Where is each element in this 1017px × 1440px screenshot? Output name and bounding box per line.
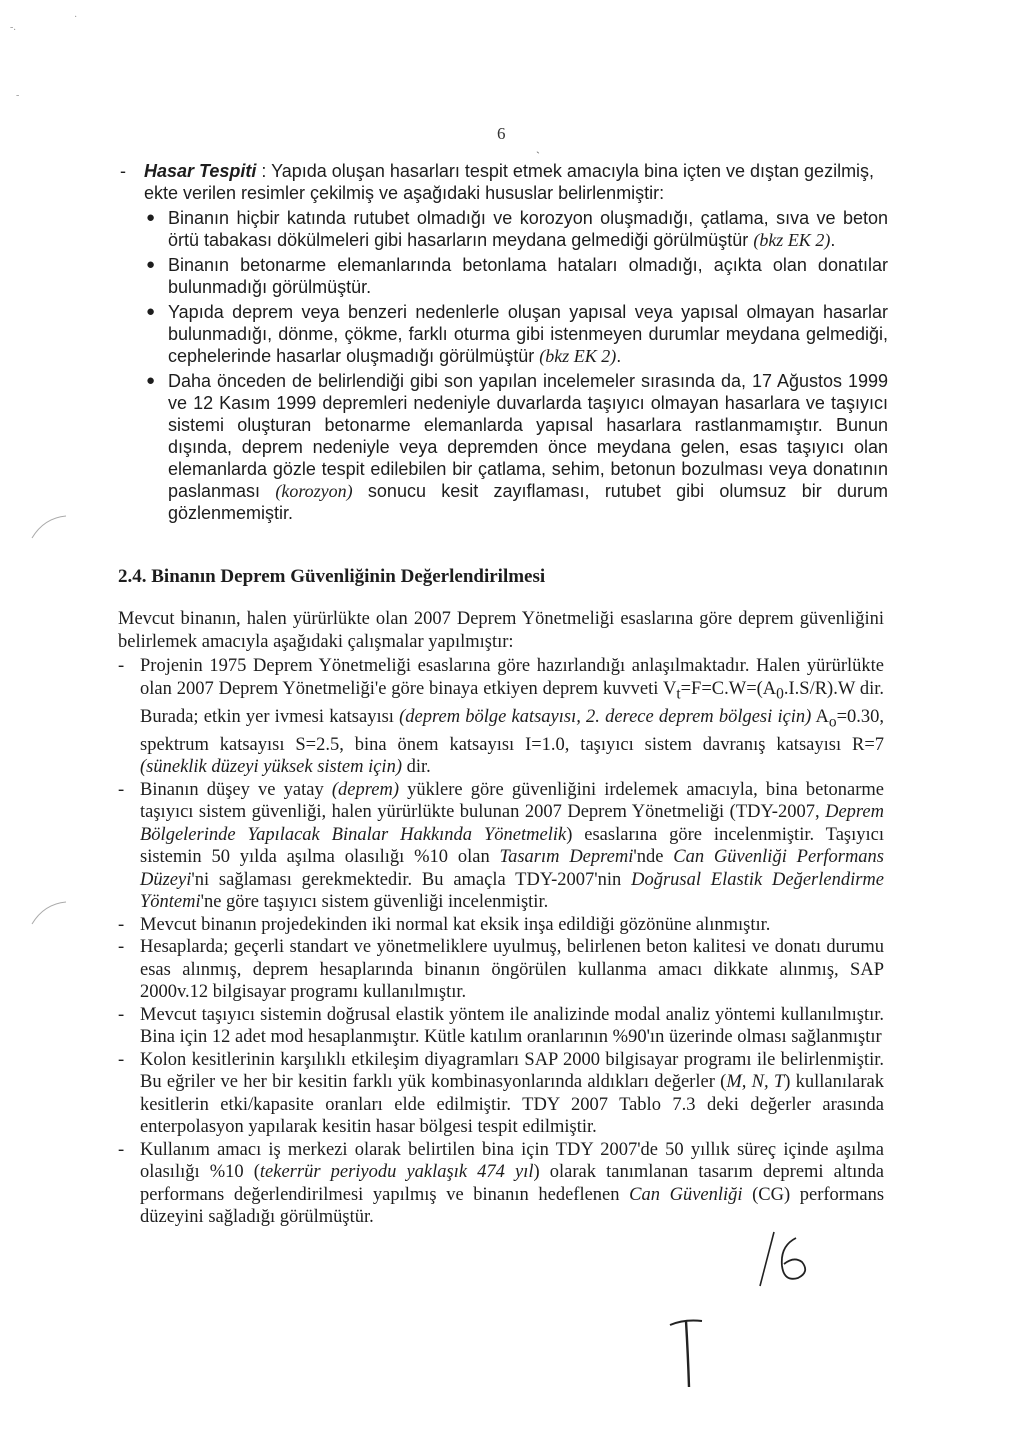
finding-tail: sonucu kesit zayıflaması, rutubet gibi olumsuz bir durum gözlenmemiştir. [168, 481, 888, 523]
section-intro: Mevcut binanın, halen yürürlükte olan 2007 Deprem Yönetmeliği esaslarına göre deprem güvenliğini belirlemek amacıyla aşağıdaki çalışmalar yapılmıştır: [118, 609, 884, 652]
list-item [118, 254, 888, 298]
list-item [118, 936, 884, 1004]
list-dash: - [118, 1049, 125, 1070]
item-text: Binanın düşey ve yatay [140, 779, 324, 800]
list-dash: - [118, 937, 125, 958]
handwritten-signature [666, 1315, 716, 1395]
finding-tail: . [830, 230, 836, 250]
item-text: Mevcut binanın projedekinden iki normal kat eksik inşa edildiği gözönüne alınmıştır. [140, 914, 771, 935]
damage-assessment-label: Hasar Tespiti [144, 161, 257, 181]
item-text: ) olarak tanımlanan tasarım depremi altında performans değerlendirilmesi yapılmış ve binanın hedeflenen [140, 1162, 885, 1205]
scan-speck: -. [10, 22, 16, 33]
item-italic: Deprem Bölgelerinde Yapılacak Binalar Hakkında Yönetmelik [140, 802, 884, 845]
item-italic: tekerrür periyodu yaklaşık 474 yıl [259, 1162, 534, 1183]
scan-speck: - [16, 90, 20, 101]
item-text: .I.S/R).W dir. Burada; etkin yer ivmesi katsayısı [140, 678, 885, 727]
item-text: 'ne göre taşıyıcı sistem güvenliği incelenmiştir. [200, 892, 549, 913]
item-italic: Can Güvenliği [629, 1184, 743, 1205]
item-text: A [811, 706, 829, 727]
item-text: ) esaslarına göre incelenmiştir. Taşıyıcı sistemin 50 yılda aşılma olasılığı %10 olan [140, 824, 884, 868]
item-text: Kolon kesitlerinin karşılıklı etkileşim diyagramları SAP 2000 bilgisayar programı ile belirlenmiştir. Bu eğriler ve her bir kesitin farklı yük kombinasyonlarında aldıkları değerler ( [140, 1049, 884, 1093]
list-item [118, 914, 884, 937]
section-heading: 2.4. Binanın Deprem Güvenliğinin Değerlendirilmesi [118, 566, 546, 587]
subscript: t [676, 685, 681, 703]
damage-assessment-section [118, 160, 888, 527]
finding-tail: . [616, 346, 622, 366]
finding-text: Yapıda deprem veya benzeri nedenlerle oluşan yapısal veya yapısal olmayan hasarlar bulunmadığı, dönme, çökme, farklı oturma gibi istenmeyen durumlar meydana gelmediği, cephelerinde hasarlar oluşmadığı görülmüştür [168, 302, 888, 366]
list-item [118, 370, 888, 524]
item-text: =F=C.W=(A [680, 678, 777, 699]
damage-assessment-intro [118, 160, 888, 204]
list-item [118, 301, 888, 367]
item-text: 'nde [633, 847, 664, 868]
list-item [118, 207, 888, 251]
finding-text: Binanın betonarme elemanlarında betonlama hataları olmadığı, açıkta olan donatılar bulunmadığı görülmüştür. [168, 255, 888, 297]
finding-text: Daha önceden de belirlendiği gibi son yapılan incelemeler sırasında da, 17 Ağustos 1999 ve 12 Kasım 1999 depremleri nedeniyle duvarlarda taşıyıcı olmayan hasarlara ve taşıyıcı sistemi oluşturan betonarme elemanlarda yapısal hasarlara rastlanmamıştır. Bunun dışında, deprem nedeniyle veya depremden önce meydana gelen, esas taşıyıcı olan elemanlarda gözle tespit edilebilen bir çatlama, sehim, betonun bozulması veya donatının paslanması [168, 371, 888, 501]
item-italic: M, N, T [726, 1072, 785, 1093]
item-text: Mevcut taşıyıcı sistemin doğrusal elastik yöntem ile analizinde modal analiz yöntemi kullanılmıştır. Bina için 12 adet mod hesaplanmıştır. Kütle katılım oranlarının %90'ın üzerinde olması sağlanmıştır [140, 1004, 884, 1048]
list-dash: - [118, 779, 125, 800]
list-item [118, 779, 884, 914]
page-number: 6 [497, 124, 506, 143]
finding-reference: (korozyon) [275, 481, 353, 501]
bullet-icon: ● [146, 303, 156, 320]
list-item [118, 655, 884, 779]
bullet-icon: ● [146, 256, 156, 273]
list-dash: - [118, 914, 125, 935]
bullet-icon: ● [146, 209, 156, 226]
item-italic: Tasarım Depremi [499, 847, 634, 868]
item-text: ) kullanılarak kesitlerin etki/kapasite oranları elde edilmiştir. TDY 2007 Tablo 7.3 deki değerler arasında enterpolasyon yapılarak kesitin hasar bölgesi tespit edilmiştir. [140, 1072, 884, 1138]
item-italic: Doğrusal Elastik Değerlendirme Yöntemi [140, 869, 884, 913]
list-dash: - [120, 161, 126, 181]
item-text: Kullanım amacı iş merkezi olarak belirtilen bina için TDY 2007'de 50 yıllık süreç içinde aşılma olasılığı %10 ( [140, 1139, 884, 1183]
list-item [118, 1049, 884, 1139]
damage-assessment-intro-text: : Yapıda oluşan hasarları tespit etmek amacıyla bina içten ve dıştan gezilmiş, ekte verilen resimler çekilmiş ve aşağıdaki hususlar belirlenmiştir: [144, 161, 875, 203]
item-italic: (deprem) [331, 779, 400, 800]
item-italic: (süneklik düzeyi yüksek sistem için) [140, 757, 402, 778]
subscript: 0 [776, 685, 784, 703]
item-text: yüklere göre güvenliğini irdelemek amacıyla, bina betonarme taşıyıcı sistem güvenliği, halen yürürlükte bulunan 2007 Deprem Yönetmeliği (TDY-2007, [140, 779, 884, 823]
margin-curve-mark [30, 898, 70, 928]
damage-findings-list [118, 207, 888, 524]
list-dash: - [118, 1004, 125, 1025]
finding-reference: (bkz EK 2) [539, 346, 617, 366]
bullet-icon: ● [146, 372, 156, 389]
item-text: =0.30, spektrum katsayısı S=2.5, bina önem katsayısı I=1.0, taşıyıcı sistem davranış katsayısı R=7 [140, 706, 885, 755]
list-item [118, 1004, 884, 1049]
margin-curve-mark [30, 512, 70, 542]
scan-speck: · [74, 12, 78, 23]
item-italic: Can Güvenliği Performans Düzeyi [140, 847, 885, 890]
list-item [118, 1139, 884, 1229]
handwritten-page-initial [752, 1228, 822, 1298]
item-text: dir. [401, 757, 431, 778]
finding-text: Binanın hiçbir katında rutubet olmadığı ve korozyon oluşmadığı, çatlama, sıva ve beton örtü tabakası dökülmeleri gibi hasarların meydana gelmediği görülmüştür [168, 208, 888, 250]
item-italic: (deprem bölge katsayısı, 2. derece deprem bölgesi için) [399, 706, 812, 727]
scan-tick: ˎ [536, 140, 540, 154]
item-text: Projenin 1975 Deprem Yönetmeliği esaslarına göre hazırlandığı anlaşılmaktadır. Halen yürürlükte olan 2007 Deprem Yönetmeliği'e göre binaya etkiyen deprem kuvveti V [140, 656, 884, 699]
item-text: (CG) performans düzeyini sağladığı görülmüştür. [140, 1184, 885, 1228]
item-text: 'ni sağlaması gerekmektedir. Bu amaçla TDY-2007'nin [191, 869, 622, 890]
finding-reference: (bkz EK 2) [753, 230, 831, 250]
earthquake-safety-section [118, 608, 884, 1229]
list-dash: - [118, 656, 125, 676]
item-text: Hesaplarda; geçerli standart ve yönetmeliklere uyulmuş, belirlenen beton kalitesi ve donatı durumu esas alınmış, deprem hesaplarında binanın öngörülen kullanma amacı dikkate alınmış, SAP 2000v.12 bilgisayar programı kullanılmıştır. [140, 937, 884, 1003]
list-dash: - [118, 1139, 125, 1160]
subscript: o [828, 713, 837, 731]
